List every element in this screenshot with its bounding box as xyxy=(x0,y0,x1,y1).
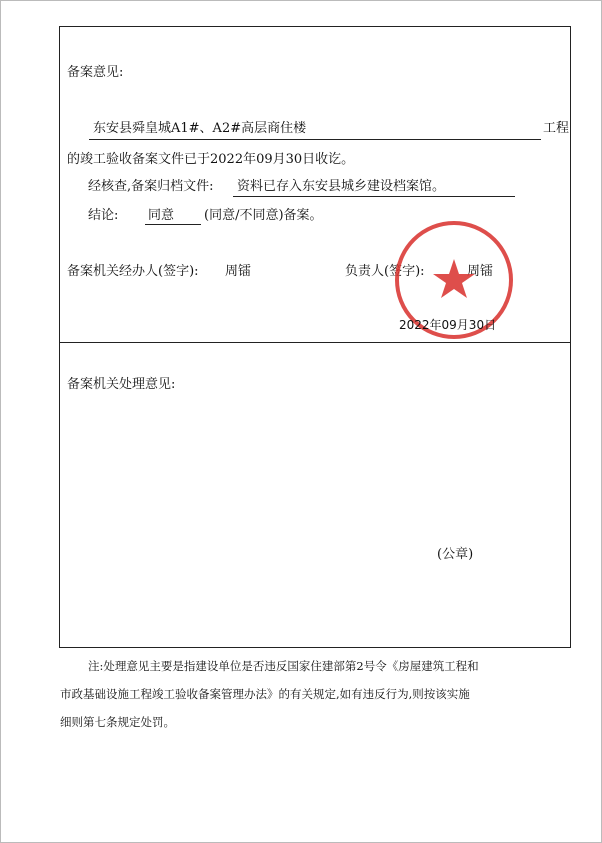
conclusion-label: 结论: xyxy=(88,208,119,223)
project-suffix: 工程 xyxy=(543,121,570,136)
note-line-1: 注:处理意见主要是指建设单位是否违反国家住建部第2号令《房屋建筑工程和 xyxy=(88,659,479,673)
filing-opinion-heading: 备案意见: xyxy=(67,65,124,80)
handler-label: 备案机关经办人(签字): xyxy=(67,264,199,279)
received-statement: 的竣工验收备案文件已于2022年09月30日收讫。 xyxy=(67,152,355,167)
responsible-label: 负责人(签字): xyxy=(345,264,425,279)
project-name-underline xyxy=(89,139,541,140)
responsible-name: 周镭 xyxy=(467,264,494,279)
review-label: 经核查,备案归档文件: xyxy=(88,179,214,194)
note-line-3: 细则第七条规定处罚。 xyxy=(60,715,175,729)
conclusion-value: 同意 xyxy=(148,208,175,223)
handler-name: 周镭 xyxy=(225,264,252,279)
conclusion-suffix: (同意/不同意)备案。 xyxy=(204,208,323,223)
filing-date: 2022年09月30日 xyxy=(399,318,497,332)
review-value: 资料已存入东安县城乡建设档案馆。 xyxy=(237,179,446,194)
note-line-2: 市政基础设施工程竣工验收备案管理办法》的有关规定,如有违反行为,则按该实施 xyxy=(60,687,470,701)
conclusion-underline xyxy=(145,224,201,225)
processing-opinion-heading: 备案机关处理意见: xyxy=(67,377,176,392)
official-seal-label: (公章) xyxy=(437,547,474,562)
stamp-star-icon xyxy=(433,259,475,298)
project-name: 东安县舜皇城A1#、A2#高层商住楼 xyxy=(93,121,307,136)
review-underline xyxy=(233,196,515,197)
